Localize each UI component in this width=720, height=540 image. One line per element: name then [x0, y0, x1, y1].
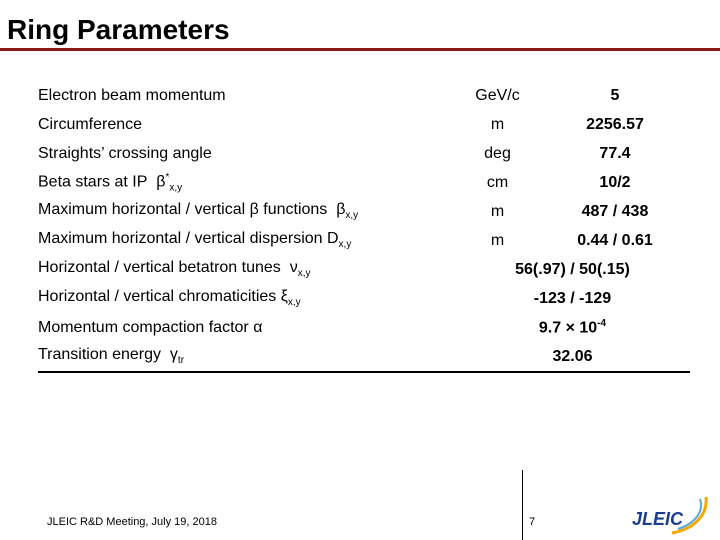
xy-subscript: x,y	[297, 268, 311, 280]
title-rule	[0, 48, 720, 51]
param-label-cell	[38, 313, 455, 342]
param-value: 56(.97) / 50(.15)	[515, 260, 630, 278]
table-row	[38, 139, 690, 168]
param-value: 9.7 × 10	[538, 319, 598, 337]
param-label: Momentum compaction factor	[38, 318, 249, 336]
nu-symbol: ν	[289, 259, 298, 277]
xy-subscript: x,y	[169, 182, 183, 194]
param-label: Electron beam momentum	[38, 86, 226, 104]
table-row	[38, 81, 690, 110]
param-value: 2256.57	[586, 115, 644, 133]
param-label: Circumference	[38, 115, 143, 133]
param-label: Maximum horizontal / vertical dispersion D	[38, 230, 339, 248]
logo-text: JLEIC	[632, 509, 684, 529]
jleic-logo	[628, 493, 712, 537]
star-superscript: *	[165, 171, 170, 183]
gamma-symbol: γ	[169, 346, 178, 364]
param-value: 10/2	[599, 173, 631, 191]
param-label: Horizontal / vertical betatron tunes	[38, 259, 281, 277]
param-unit: m	[490, 115, 505, 133]
param-label-cell	[38, 226, 455, 255]
param-label-cell	[38, 255, 455, 284]
table-row	[38, 284, 690, 313]
param-unit: m	[490, 202, 505, 220]
xy-subscript: x,y	[287, 297, 301, 309]
tr-subscript: tr	[177, 355, 185, 367]
param-label: Straights’ crossing angle	[38, 144, 212, 162]
param-label-cell	[38, 284, 455, 313]
xy-subscript: x,y	[338, 239, 352, 251]
param-value: 77.4	[599, 144, 631, 162]
table-row	[38, 313, 690, 342]
table-row	[38, 110, 690, 139]
table-row	[38, 226, 690, 255]
xy-subscript: x,y	[345, 210, 359, 222]
param-label: Transition energy	[38, 346, 162, 364]
footer-text: JLEIC R&D Meeting, July 19, 2018	[47, 516, 217, 528]
param-label-cell	[38, 342, 455, 372]
slide-title: Ring Parameters	[7, 14, 230, 45]
param-label: Horizontal / vertical chromaticities ξ	[38, 288, 288, 306]
param-value: 32.06	[455, 342, 690, 372]
alpha-symbol: α	[253, 318, 263, 336]
param-value: 0.44 / 0.61	[577, 231, 653, 249]
table-row	[38, 342, 690, 372]
table-row	[38, 168, 690, 197]
param-value: 5	[610, 86, 620, 104]
beta-symbol: β	[336, 201, 346, 219]
exponent-superscript: -4	[597, 317, 607, 329]
table-row	[38, 197, 690, 226]
table-row	[38, 255, 690, 284]
page-number: 7	[529, 516, 536, 528]
param-label-cell	[38, 197, 455, 226]
param-label: Maximum horizontal / vertical β functions	[38, 201, 328, 219]
param-unit: GeV/c	[475, 86, 520, 104]
param-unit: m	[490, 231, 505, 249]
param-unit: deg	[484, 144, 511, 162]
beta-symbol: β	[156, 173, 166, 191]
param-value: -123 / -129	[533, 289, 612, 307]
param-label: Beta stars at IP	[38, 173, 148, 191]
param-unit: cm	[486, 173, 509, 191]
ring-parameters-table	[38, 81, 690, 373]
footer-divider	[522, 470, 523, 540]
param-value-cell	[455, 313, 690, 342]
param-value: 487 / 438	[581, 202, 649, 220]
param-label-cell	[38, 168, 455, 197]
